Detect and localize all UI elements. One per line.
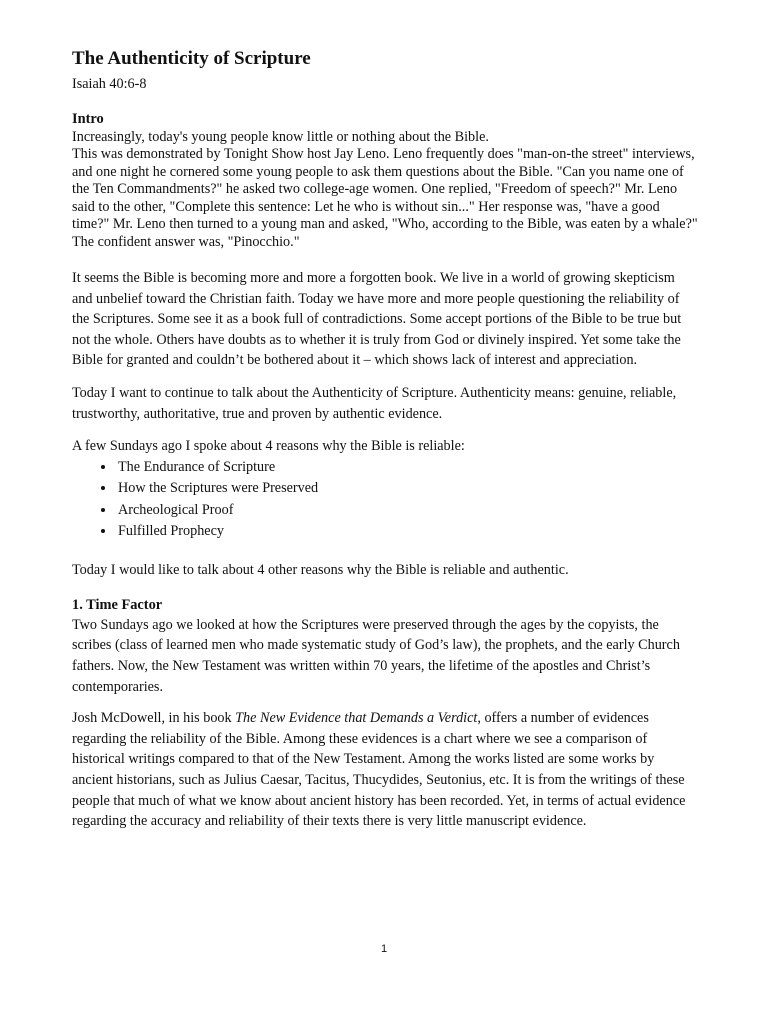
intro-block: [72, 129, 698, 252]
section1-paragraph-preserved: Two Sundays ago we looked at how the Scriptures were preserved through the ages by the copyists, the scribes (class of learned men who made systematic study of God’s law), the prophets, and the early Church fathers. Now, the New Testament was written within 70 years, the lifetime of the apostles and Christ’s contemporaries.: [72, 616, 680, 695]
intro-paragraph-leno: This was demonstrated by Tonight Show host Jay Leno. Leno frequently does "man-on-the street" interviews, and one night he cornered some young people to ask them questions about the Bible. "Can you name one of the Ten Commandments?" he asked two college-age women. One replied, "Freedom of speech?" Mr. Leno said to the other, "Complete this sentence: Let he who is without sin..." Her response was, "have a good time?" Mr. Leno then turned to a young man and asked, "Who, according to the Bible, was eaten by a whale?" The confident answer was, "Pinocchio.": [72, 146, 698, 250]
list-item: • How the Scriptures were Preserved: [116, 478, 698, 500]
scripture-reference: Isaiah 40:6-8: [72, 76, 147, 92]
section1-paragraph-mcdowell: [72, 708, 698, 832]
mcdowell-text-after: , offers a number of evidences regarding the reliability of the Bible. Among these evidences is a chart where we see a comparison of historical writings compared to that of the New Testament. Among the works listed are some works by ancient historians, such as Julius Caesar, Tacitus, Thucydides, Seutonius, etc. It is from the writings of these people that much of what we know about ancient history has been recorded. Yet, in terms of actual evidence regarding the accuracy and reliability of their texts there is very little manuscript evidence.: [72, 710, 686, 830]
intro-line1: Increasingly, today's young people know little or nothing about the Bible.: [72, 128, 489, 145]
reasons-list: [72, 457, 698, 543]
list-item: • Fulfilled Prophecy: [116, 521, 698, 543]
document-title: The Authenticity of Scripture: [72, 48, 311, 69]
intro-paragraph-authenticity: Today I want to continue to talk about the Authenticity of Scripture. Authenticity means: genuine, reliable, trustworthy, authoritative, true and proven by authentic evidence.: [72, 384, 677, 422]
mcdowell-text-before: Josh McDowell, in his book: [72, 710, 236, 727]
document-page: [72, 46, 698, 832]
page-number: 1: [380, 943, 388, 955]
list-item: • The Endurance of Scripture: [116, 457, 698, 479]
intro-paragraph-reasons: A few Sundays ago I spoke about 4 reasons why the Bible is reliable:: [72, 438, 465, 455]
book-title: The New Evidence that Demands a Verdict: [235, 710, 478, 727]
list-item: • Archeological Proof: [116, 500, 698, 522]
intro-heading: Intro: [72, 111, 104, 127]
intro-paragraph-forgotten-book: It seems the Bible is becoming more and more a forgotten book. We live in a world of growing skepticism and unbelief toward the Christian faith. Today we have more and more people questioning the reliability of the Scriptures. Some see it as a book full of contradictions. Some accept portions of the Bible to be true but not the whole. Others have doubts as to whether it is truly from God or divinely inspired. Yet some take the Bible for granted and couldn’t be bothered about it – which shows lack of interest and appreciation.: [72, 270, 682, 369]
intro-paragraph-other-reasons: Today I would like to talk about 4 other reasons why the Bible is reliable and authentic.: [72, 561, 569, 578]
section-heading-time-factor: 1. Time Factor: [72, 597, 163, 614]
